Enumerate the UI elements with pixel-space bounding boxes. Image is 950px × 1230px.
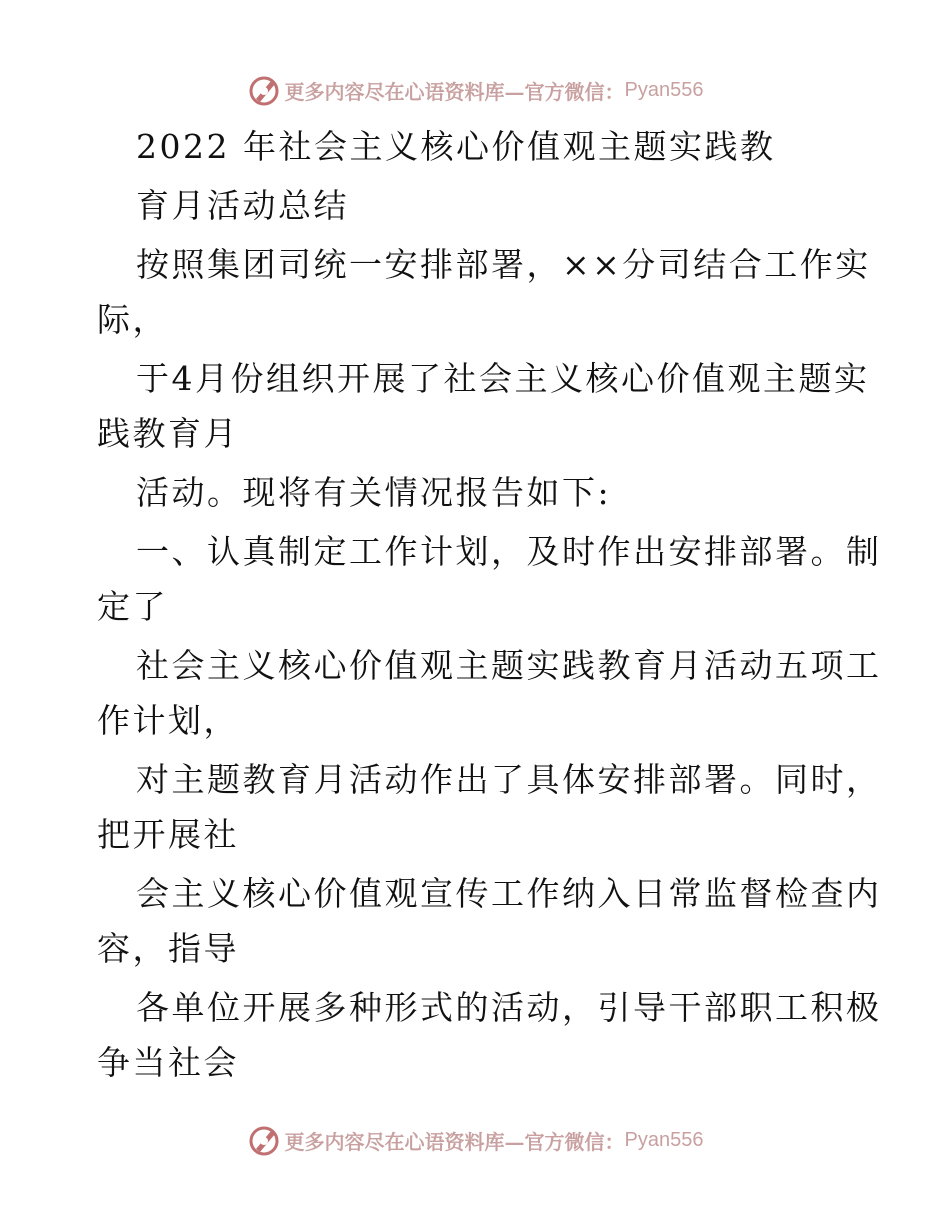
paragraph-line: 争当社会 bbox=[97, 1043, 239, 1082]
pen-logo-icon bbox=[247, 1123, 281, 1157]
pen-logo-icon bbox=[247, 73, 281, 107]
paragraph-line: 活动。现将有关情况报告如下: bbox=[136, 473, 612, 512]
paragraph-line: 际， bbox=[97, 300, 168, 339]
watermark-wechat-id: Pyan556 bbox=[624, 1128, 704, 1151]
watermark-text: 更多内容尽在心语资料库—官方微信： bbox=[284, 1129, 625, 1154]
paragraph-line: 对主题教育月活动作出了具体安排部署。同时， bbox=[136, 760, 882, 799]
paragraph-line: 容，指导 bbox=[97, 929, 239, 968]
doc-title-line-1: 2022 年社会主义核心价值观主题实践教 bbox=[136, 127, 776, 166]
footer-watermark bbox=[0, 1120, 950, 1160]
paragraph-line: 一、认真制定工作计划，及时作出安排部署。制 bbox=[136, 532, 882, 571]
paragraph-line: 各单位开展多种形式的活动，引导干部职工积极 bbox=[136, 988, 882, 1027]
paragraph-line: 定了 bbox=[97, 587, 168, 626]
paragraph-line: 社会主义核心价值观主题实践教育月活动五项工 bbox=[136, 646, 882, 685]
paragraph-line: 会主义核心价值观宣传工作纳入日常监督检查内 bbox=[136, 874, 882, 913]
paragraph-line: 按照集团司统一安排部署，××分司结合工作实 bbox=[136, 245, 871, 284]
paragraph-line: 把开展社 bbox=[97, 815, 239, 854]
document-body bbox=[97, 121, 882, 1096]
doc-title-line-2: 育月活动总结 bbox=[136, 186, 349, 225]
paragraph-line: 践教育月 bbox=[97, 414, 239, 453]
paragraph-line: 于4月份组织开展了社会主义核心价值观主题实 bbox=[136, 359, 870, 398]
header-watermark bbox=[0, 70, 950, 110]
watermark-text: 更多内容尽在心语资料库—官方微信： bbox=[284, 79, 625, 104]
paragraph-line: 作计划， bbox=[97, 701, 239, 740]
watermark-wechat-id: Pyan556 bbox=[624, 78, 704, 101]
